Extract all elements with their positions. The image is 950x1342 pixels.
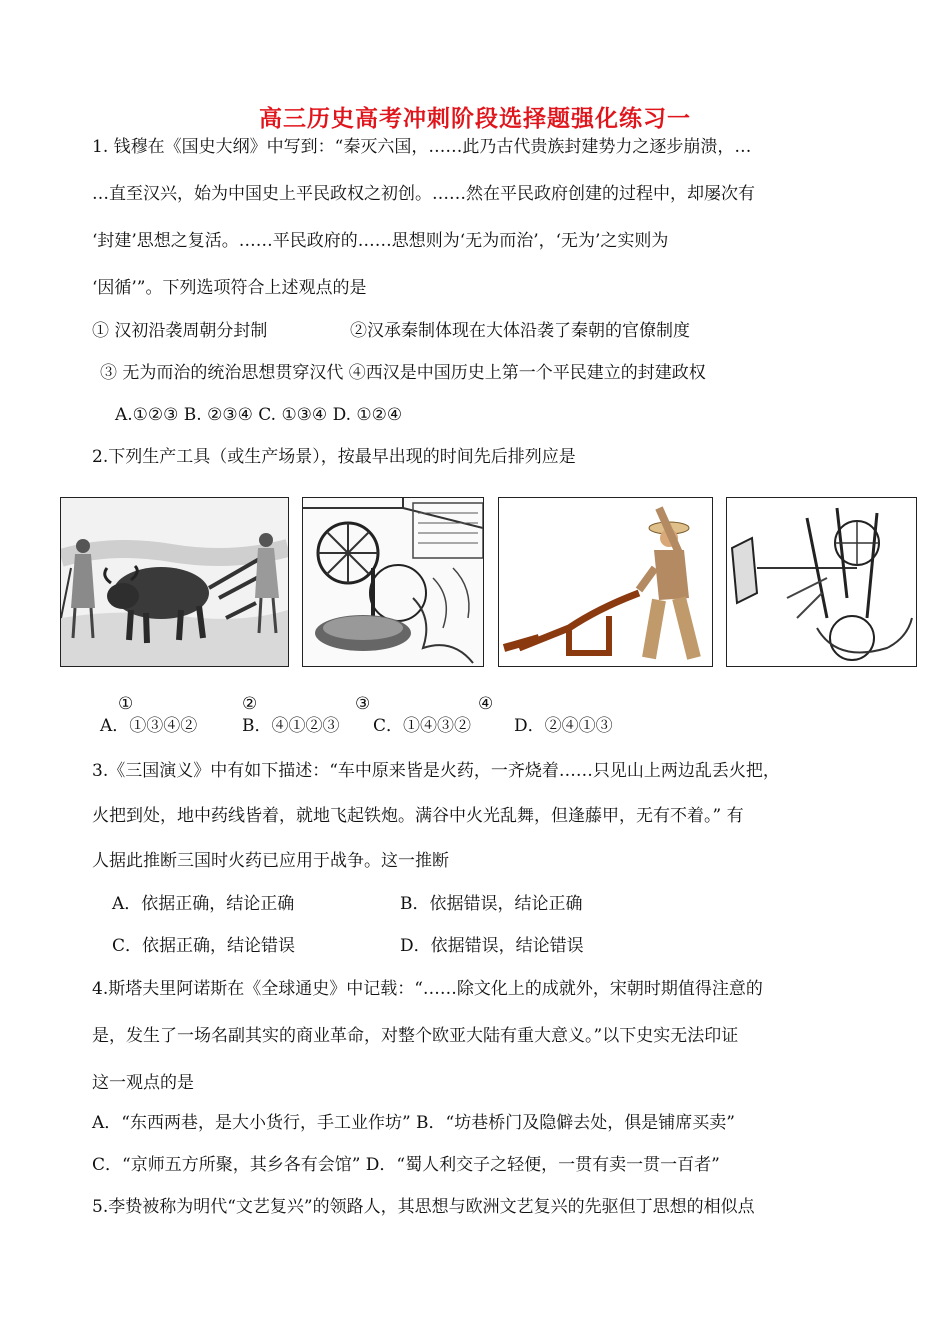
q3-line-3: 人据此推断三国时火药已应用于战争。这一推断 — [92, 851, 449, 871]
image-curved-plough — [498, 497, 713, 667]
q3-option-a: A．依据正确，结论正确 — [112, 894, 295, 914]
page-title: 高三历史高考冲刺阶段选择题强化练习一 — [259, 105, 691, 132]
image-label-2: ② — [242, 694, 258, 714]
q2-stem: 2.下列生产工具（或生产场景），按最早出现的时间先后排列应是 — [92, 447, 576, 467]
q3-line-2: 火把到处，地中药线皆着，就地飞起铁炮。满谷中火光乱舞，但逢藤甲，无有不着。” 有 — [92, 806, 744, 826]
q1-line-1: 1. 钱穆在《国史大纲》中写到：“秦灭六国，……此乃古代贵族封建势力之逐步崩溃，… — [92, 137, 752, 157]
q4-line-1: 4.斯塔夫里阿诺斯在《全球通史》中记载：“……除文化上的成就外，宋朝时期值得注意的 — [92, 979, 763, 999]
q1-line-4: ‘因循’”。下列选项符合上述观点的是 — [92, 278, 367, 298]
image-spinning-machine — [726, 497, 917, 667]
q4-options-ab: A．“东西两巷，是大小货行，手工业作坊” B．“坊巷桥门及隐僻去处，俱是铺席买卖” — [92, 1113, 735, 1133]
q1-statement-3-4: ③ 无为而治的统治思想贯穿汉代 ④西汉是中国历史上第一个平民建立的封建政权 — [100, 363, 706, 383]
image-label-4: ④ — [478, 694, 494, 714]
image-label-3: ③ — [355, 694, 371, 714]
q2-option-d: D．②④①③ — [514, 716, 613, 736]
image-water-mill — [302, 497, 484, 667]
q1-options: A.①②③ B. ②③④ C. ①③④ D. ①②④ — [115, 405, 403, 425]
q3-line-1: 3.《三国演义》中有如下描述：“车中原来皆是火药，一齐烧着……只见山上两边乱丢火把， — [92, 761, 780, 781]
q2-option-c: C．①④③② — [373, 716, 472, 736]
image-ox-plough — [60, 497, 289, 667]
q5-line-1: 5.李贽被称为明代“文艺复兴”的领路人，其思想与欧洲文艺复兴的先驱但丁思想的相似点 — [92, 1197, 755, 1217]
q3-option-b: B．依据错误，结论正确 — [400, 894, 583, 914]
q4-line-3: 这一观点的是 — [92, 1073, 194, 1093]
q4-line-2: 是，发生了一场名副其实的商业革命，对整个欧亚大陆有重大意义。”以下史实无法印证 — [92, 1026, 739, 1046]
q4-options-cd: C．“京师五方所聚，其乡各有会馆” D．“蜀人利交子之轻便，一贯有卖一贯一百者” — [92, 1155, 720, 1175]
q2-option-a: A．①③④② — [100, 716, 198, 736]
image-label-1: ① — [118, 694, 134, 714]
q1-line-2: …直至汉兴，始为中国史上平民政权之初创。……然在平民政府创建的过程中，却屡次有 — [92, 184, 755, 204]
q3-option-d: D．依据错误，结论错误 — [400, 936, 584, 956]
q1-statement-2: ②汉承秦制体现在大体沿袭了秦朝的官僚制度 — [350, 321, 690, 341]
q3-option-c: C．依据正确，结论错误 — [112, 936, 296, 956]
q1-line-3: ‘封建’思想之复活。……平民政府的……思想则为‘无为而治’，‘无为’之实则为 — [92, 231, 669, 251]
q2-option-b: B．④①②③ — [242, 716, 340, 736]
q1-statement-1: ① 汉初沿袭周朝分封制 — [92, 321, 268, 341]
